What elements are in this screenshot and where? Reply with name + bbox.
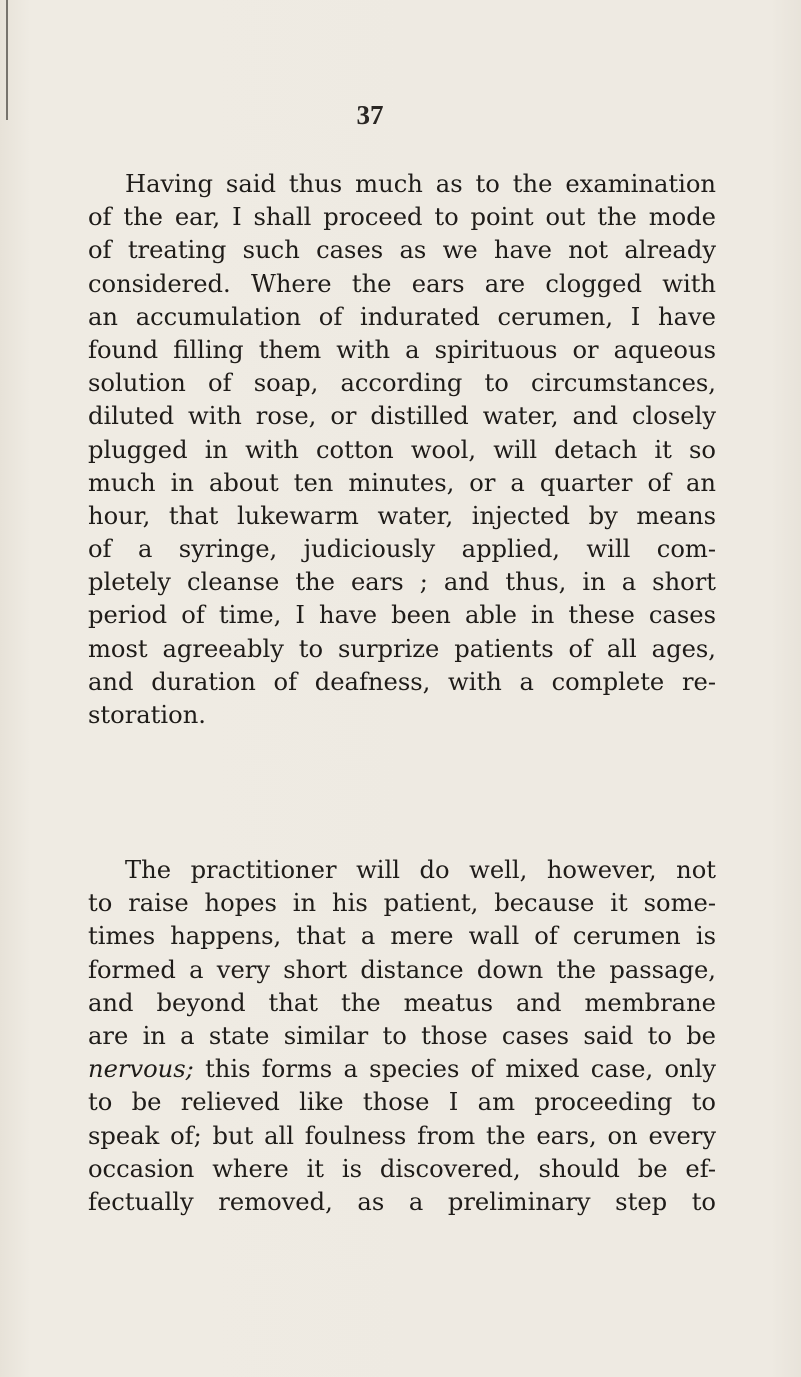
text-line: are in a state similar to those cases said to be xyxy=(88,1021,716,1050)
text-line: of treating such cases as we have not already xyxy=(88,236,716,265)
text-line: of a syringe, judiciously applied, will com- xyxy=(88,535,716,564)
italic-word: nervous; xyxy=(88,1055,194,1084)
text-line: considered. Where the ears are clogged with xyxy=(88,269,716,298)
text-line: of the ear, I shall proceed to point out the mode xyxy=(88,203,716,232)
text-line: most agreeably to surprize patients of all ages, xyxy=(88,634,716,663)
text-line: much in about ten minutes, or a quarter of an xyxy=(88,468,716,497)
text-line: found filling them with a spirituous or aqueous xyxy=(88,335,716,364)
text-fragment: this forms a species of mixed case, only xyxy=(193,1055,716,1084)
text-line: speak of; but all foulness from the ears, on every xyxy=(88,1121,716,1150)
text-line: formed a very short distance down the passage, xyxy=(88,955,716,984)
text-line: storation. xyxy=(88,701,206,729)
paragraph-2 xyxy=(88,854,716,1219)
text-line: solution of soap, according to circumstances, xyxy=(88,369,716,398)
page-number: 37 xyxy=(356,100,384,130)
text-line: period of time, I have been able in these cases xyxy=(88,601,716,630)
text-line: fectually removed, as a preliminary step to xyxy=(88,1187,716,1216)
text-line: The practitioner will do well, however, not xyxy=(125,856,716,884)
text-line: to be relieved like those I am proceeding to xyxy=(88,1088,716,1117)
text-line: pletely cleanse the ears ; and thus, in a short xyxy=(88,568,716,597)
text-line: diluted with rose, or distilled water, and closely xyxy=(88,402,716,431)
text-line: plugged in with cotton wool, will detach it so xyxy=(88,435,716,464)
text-line: times happens, that a mere wall of cerumen is xyxy=(88,922,716,951)
text-line: and duration of deafness, with a complete re- xyxy=(88,667,716,696)
text-line: Having said thus much as to the examination xyxy=(125,170,716,198)
text-line: hour, that lukewarm water, injected by means xyxy=(88,501,716,530)
text-line: and beyond that the meatus and membrane xyxy=(88,988,716,1017)
text-line: to raise hopes in his patient, because it some- xyxy=(88,889,716,918)
text-line: occasion where it is discovered, should be ef- xyxy=(88,1154,716,1183)
paragraph-1 xyxy=(88,168,716,732)
text-line-with-italic xyxy=(88,1053,716,1086)
text-line: an accumulation of indurated cerumen, I have xyxy=(88,302,716,331)
